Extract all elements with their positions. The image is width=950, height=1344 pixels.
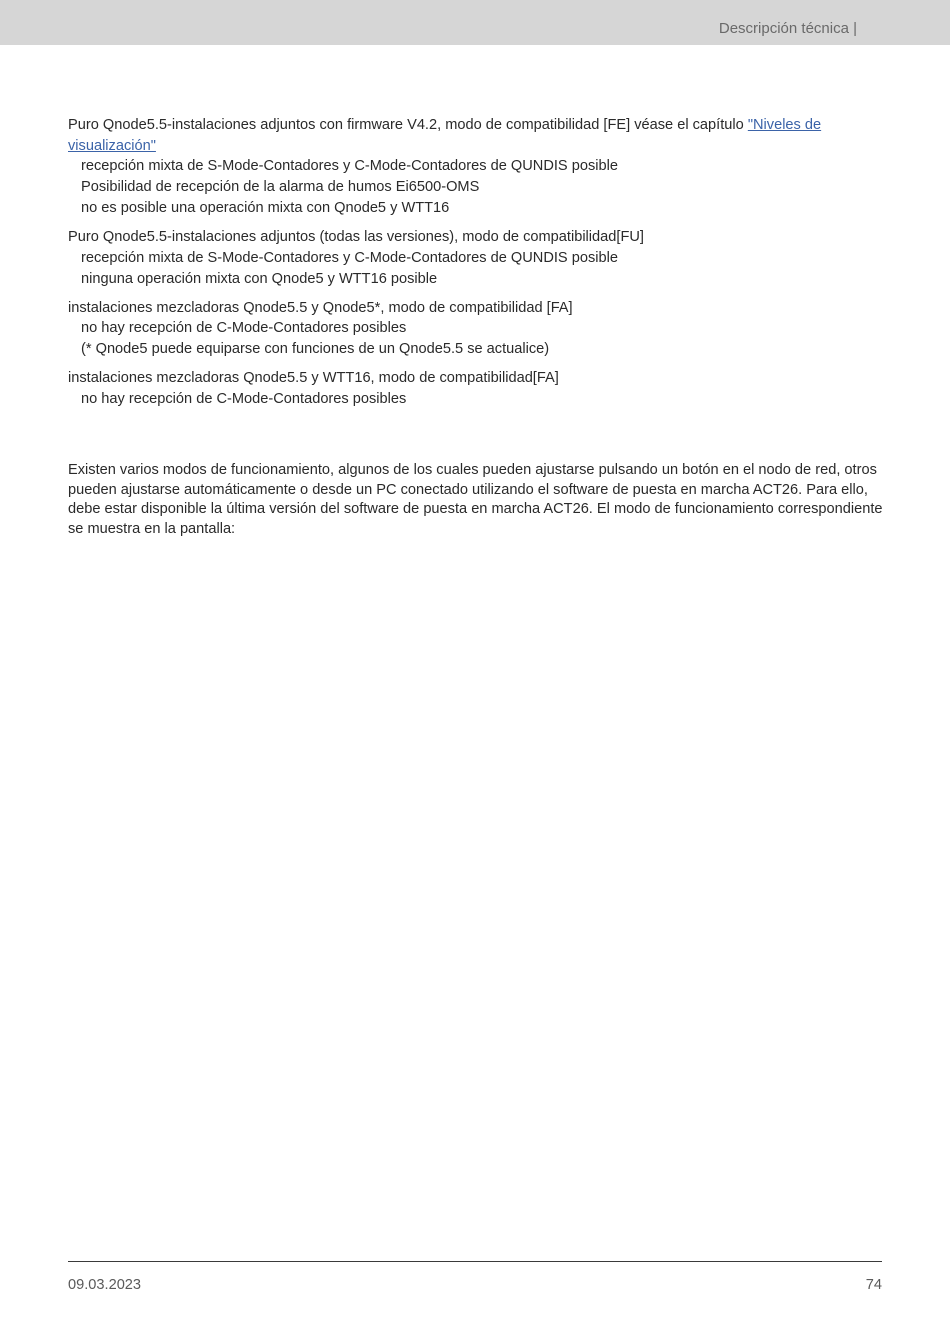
list-item: recepción mixta de S-Mode-Contadores y C-Mode-Contadores de QUNDIS posible (81, 158, 618, 174)
header-title: Descripción técnica | (718, 20, 857, 37)
page-header (0, 0, 950, 45)
block-intro: instalaciones mezcladoras Qnode5.5 y Qnode5*, modo de compatibilidad [FA] (68, 299, 573, 316)
list-item: ninguna operación mixta con Qnode5 y WTT16 posible (81, 270, 438, 287)
compatibility-block-fe (68, 115, 883, 219)
list-item: no hay recepción de C-Mode-Contadores posibles (81, 320, 407, 336)
block-intro: instalaciones mezcladoras Qnode5.5 y WTT16, modo de compatibilidad[FA] (68, 370, 559, 386)
footer-divider (68, 1261, 882, 1262)
page-number: 74 (865, 1277, 882, 1293)
compatibility-block-fa-qnode5 (68, 298, 883, 361)
operating-modes-paragraph: Existen varios modos de funcionamiento, algunos de los cuales pueden ajustarse pulsando un botón en el nodo de red, otros pueden ajustarse automáticamente o desde un PC conectado utilizando el software de puesta en marcha ACT26. Para ello, debe estar disponible la última versión del software de puesta en marcha ACT26. El modo de funcionamiento correspondiente se muestra en la pantalla: (68, 462, 883, 537)
compatibility-list (68, 115, 883, 418)
compatibility-block-fu (68, 227, 883, 290)
list-item: Posibilidad de recepción de la alarma de humos Ei6500-OMS (81, 179, 480, 195)
list-item: (* Qnode5 puede equiparse con funciones de un Qnode5.5 se actualice) (81, 341, 550, 357)
footer-date: 09.03.2023 (68, 1277, 142, 1293)
block-intro: Puro Qnode5.5-instalaciones adjuntos (todas las versiones), modo de compatibilidad[FU] (68, 229, 644, 245)
block-intro: Puro Qnode5.5-instalaciones adjuntos con firmware V4.2, modo de compatibilidad [FE] véase el capítulo "Niveles de visualización" (68, 117, 822, 154)
list-item: no es posible una operación mixta con Qnode5 y WTT16 (81, 200, 450, 216)
list-item: recepción mixta de S-Mode-Contadores y C-Mode-Contadores de QUNDIS posible (81, 249, 618, 266)
chapter-link[interactable]: "Niveles de visualización" (68, 117, 822, 154)
list-item: no hay recepción de C-Mode-Contadores posibles (81, 390, 407, 407)
compatibility-block-fa-wtt16 (68, 368, 883, 410)
